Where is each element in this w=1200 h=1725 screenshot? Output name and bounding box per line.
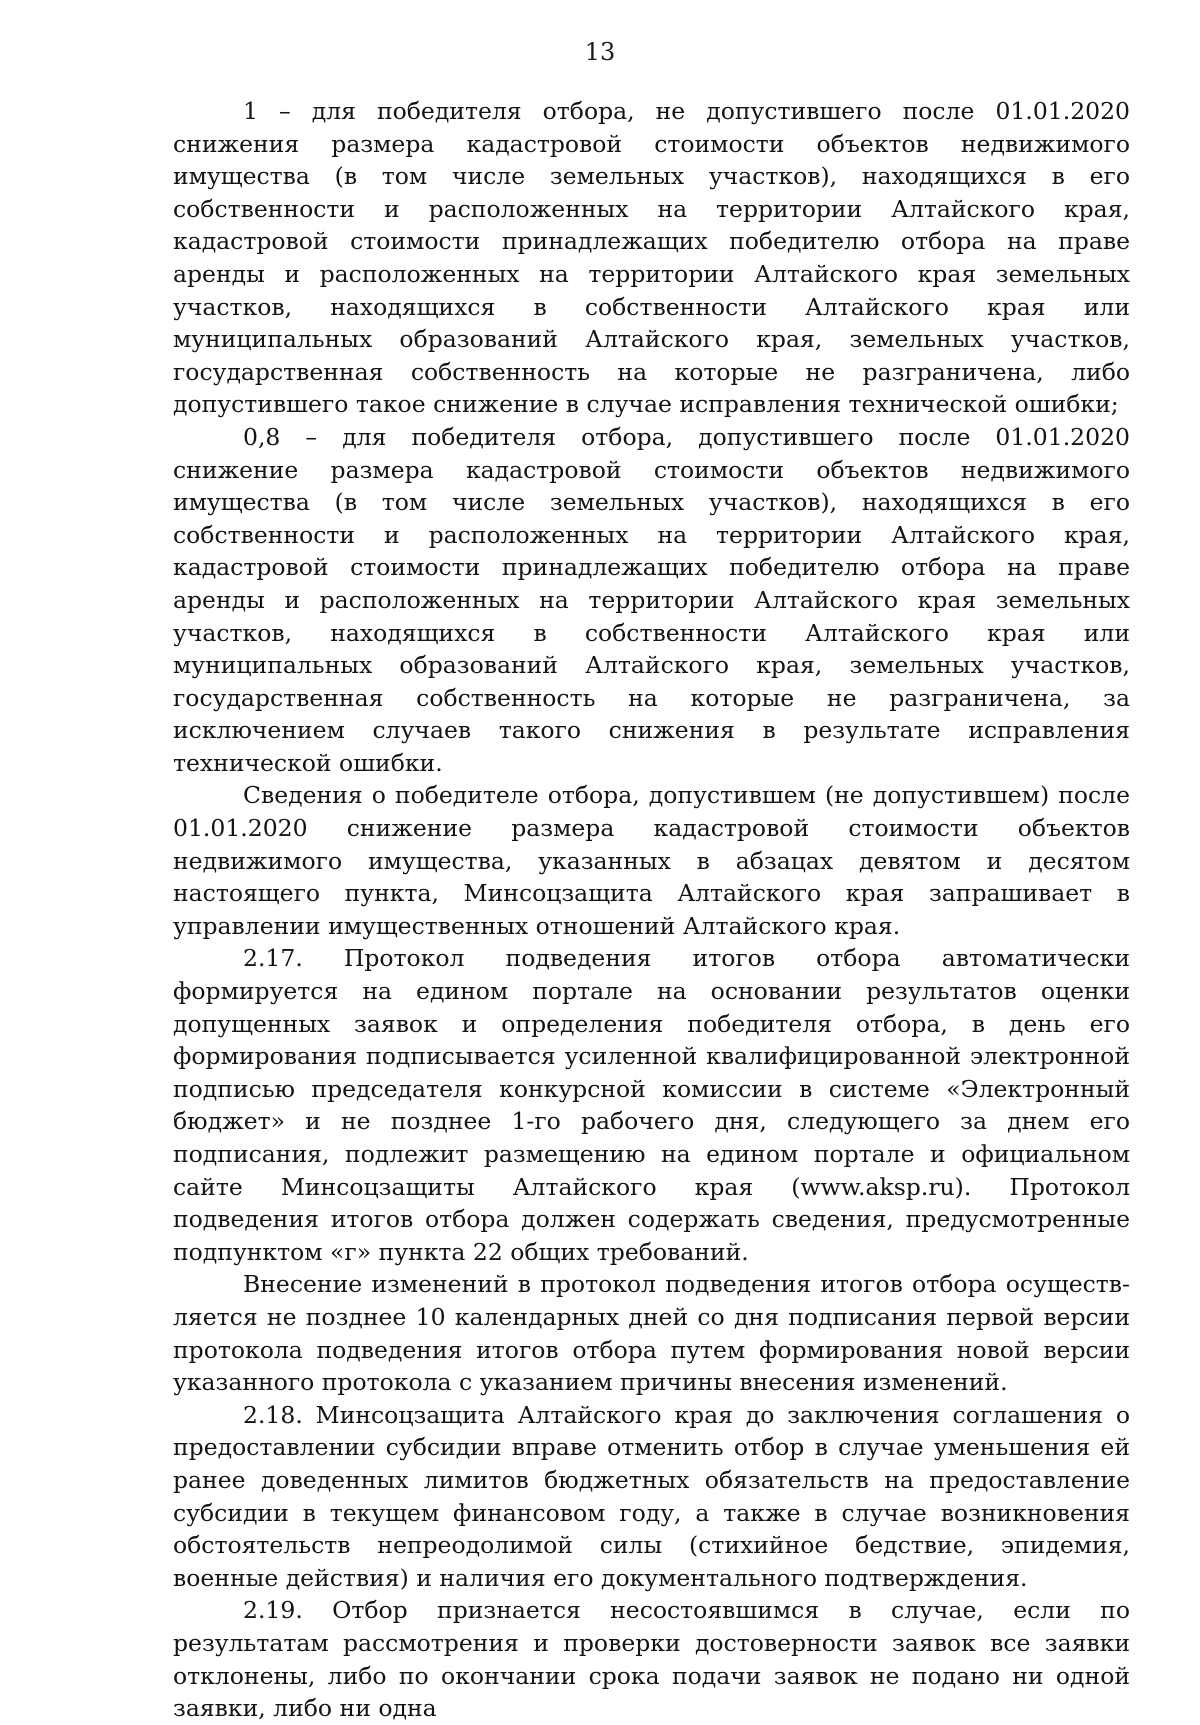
paragraph-2-19: 2.19. Отбор признается несостоявшимся в случае, если по результатам рассмотрения и проверки достоверности заявок все заявки отклонены, либо по окончании срока подачи заявок не подано ни одной заявки, либо ни одна	[173, 1596, 1130, 1723]
paragraph-2-17: 2.17. Протокол подведения итогов отбора автоматически формируется на едином портале на основании результатов оценки допущенных заявок и определения победителя отбора, в день его формирования подписывается усиленной квалифицированной электронной подписью председателя конкурсной комиссии в системе «Электронный бюджет» и не позднее 1-го рабочего дня, следующего за днем его подписания, подлежит размещению на едином портале и официальном сайте Минсоцзащиты Алтайского края (www.aksp.ru). Протокол подведения итогов отбора должен содержать сведения, предусмотренные подпунктом «г» пункта 22 общих требований.	[173, 944, 1130, 1266]
paragraph-2-18: 2.18. Минсоцзащита Алтайского края до заключения соглашения о предоставлении субсидии вправе отменить отбор в случае уменьшения ей ранее доведенных лимитов бюджетных обязательств на предоставление субсидии в текущем финансовом году, а также в случае возникновения обстоятельств непреодолимой силы (стихийное бедствие, эпидемия, военные действия) и наличия его документального подтверждения.	[173, 1400, 1130, 1592]
document-body	[173, 95, 1130, 1725]
paragraph-protocol-changes: Внесение изменений в протокол подведения итогов отбора осуществляется не позднее 10 календарных дней со дня подписания первой версии протокола подведения итогов отбора путем формирования новой версии указанного протокола с указанием причины внесения изменений.	[173, 1270, 1130, 1397]
paragraph-cadastral-info: Сведения о победителе отбора, допустившем (не допустившем) после 01.01.2020 снижение размера кадастровой стоимости объектов недвижимого имущества, указанных в абзацах девятом и десятом настоящего пункта, Минсоцзащита Алтайского края запрашивает в управлении имущественных отношений Алтайского края.	[173, 781, 1130, 940]
paragraph-coefficient-0-8: 0,8 – для победителя отбора, допустившего после 01.01.2020 снижение размера кадастровой стоимости объектов недвижимого имущества (в том числе земельных участков), находящихся в его собственности и расположенных на территории Алтайского края, кадастровой стоимости принадлежащих победителю отбора на праве аренды и расположенных на территории Алтайского края земельных участков, находящихся в собственности Алтайского края или муниципальных образований Алтайского края, земельных участков, государственная собственность на которые не разграничена, за исключением случаев такого снижения в результате исправления технической ошибки.	[173, 422, 1130, 777]
page-number: 13	[584, 38, 616, 66]
paragraph-coefficient-1: 1 – для победителя отбора, не допустившего после 01.01.2020 снижения размера кадастровой стоимости объектов недвижимого имущества (в том числе земельных участков), находящихся в его собственности и расположенных на территории Алтайского края, кадастровой стоимости принадлежащих победителю отбора на праве аренды и расположенных на территории Алтайского края земельных участков, находящихся в собственности Алтайского края или муниципальных образований Алтайского края, земельных участков, государственная собственность на которые не разграничена, либо допустившего такое снижение в случае исправления технической ошибки;	[173, 97, 1130, 419]
